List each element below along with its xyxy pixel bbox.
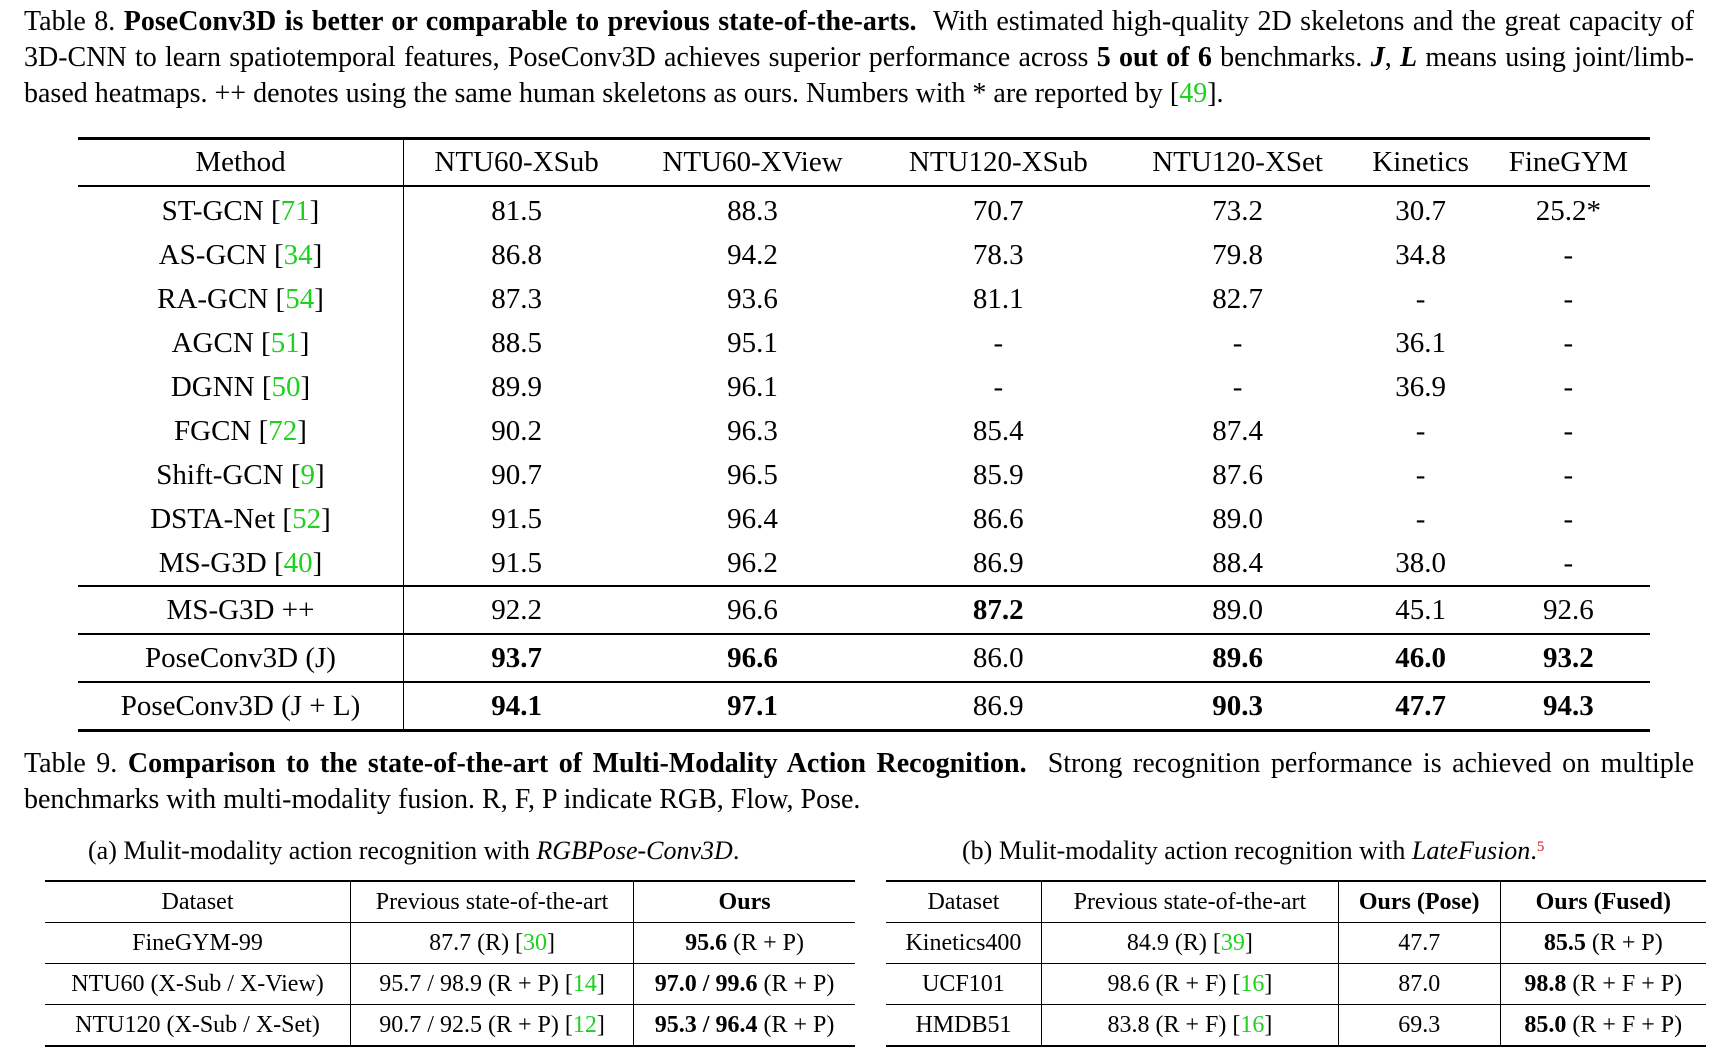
value-cell: 90.7 [491, 458, 542, 491]
table8-caption-text-2: benchmarks. [1220, 42, 1363, 73]
citation-link[interactable]: 14 [572, 970, 597, 997]
dataset-cell: NTU60 (X-Sub / X-View) [45, 964, 351, 1005]
table-row [78, 586, 1650, 634]
table-row [78, 409, 1650, 453]
value-cell: - [1415, 502, 1426, 535]
value-cell: 85.9 [972, 458, 1024, 491]
method-cell: Shift-GCN [9] [78, 453, 404, 497]
subtable-a-caption-italic: RGBPose-Conv3D [536, 836, 733, 865]
value-cell: 89.0 [1121, 586, 1355, 634]
value-cell: - [1415, 458, 1426, 491]
citation-link[interactable]: 40 [283, 546, 313, 579]
table8-caption-bold: 5 out of 6 [1096, 42, 1212, 73]
subtable-a-caption-suffix: . [732, 836, 740, 865]
value-cell: 90.2 [491, 414, 542, 447]
citation-link[interactable]: 72 [268, 414, 298, 447]
citation-link[interactable]: 34 [283, 238, 313, 271]
col-previous: Previous state-of-the-art [1041, 881, 1338, 923]
value-cell: 90.3 [1121, 682, 1355, 731]
value-cell: 88.5 [491, 326, 542, 359]
value-cell: - [1232, 326, 1243, 359]
fused-value: 98.8 [1524, 970, 1567, 997]
method-cell [78, 634, 404, 682]
citation-link[interactable]: 52 [292, 502, 322, 535]
method-cell: RA-GCN [54] [78, 277, 404, 321]
ours-value: 95.6 [685, 929, 728, 956]
value-cell: 30.7 [1395, 194, 1446, 227]
value-cell: 96.6 [629, 634, 876, 682]
col-header-1: NTU60-XSub [404, 139, 630, 187]
value-cell: 87.2 [876, 586, 1121, 634]
value-cell: 36.9 [1395, 370, 1446, 403]
table8-header-row [78, 139, 1650, 187]
ours-cell [634, 923, 855, 964]
table8-ours [78, 586, 1650, 731]
value-cell: 93.2 [1487, 634, 1650, 682]
table-row [78, 634, 1650, 682]
previous-sota-cell [1041, 1005, 1338, 1047]
value-cell: 92.6 [1487, 586, 1650, 634]
modality: (R + P) [757, 970, 835, 997]
value-cell: 86.0 [876, 634, 1121, 682]
subtable-b-caption-prefix: (b) Mulit-modality action recognition with [962, 836, 1406, 865]
table-row [78, 321, 1650, 365]
method-cell: AS-GCN [34] [78, 233, 404, 277]
previous-sota-cell [351, 1005, 634, 1047]
citation-link[interactable]: 39 [1220, 929, 1245, 956]
subtable-a-caption [88, 834, 739, 868]
value-cell: - [1563, 238, 1574, 271]
value-cell: 91.5 [491, 502, 542, 535]
value-cell: 47.7 [1354, 682, 1486, 731]
table8-caption-text-1: With estimated high-quality 2D skeletons and the great capacity of 3D-CNN to learn spatiotemporal features, PoseConv3D achieves superior performance across [24, 6, 1694, 73]
table9-label: Table 9. [24, 748, 118, 779]
ours-pose-cell: 87.0 [1338, 964, 1500, 1005]
col-ours-fused: Ours (Fused) [1500, 881, 1706, 923]
ours-fused-cell [1500, 1005, 1706, 1047]
ours-value: 95.3 / 96.4 [654, 1011, 758, 1038]
value-cell: - [993, 326, 1004, 359]
subtable-b-caption [962, 834, 1544, 868]
table8-caption-text-3: means using joint/limb-based heatmaps. ++ denotes using the same human skeletons as ours. Numbers with * are reported by [ [24, 42, 1694, 109]
value-cell: 78.3 [972, 238, 1024, 271]
table9-caption [24, 746, 1694, 818]
ours-pose-cell: 47.7 [1338, 923, 1500, 964]
value-cell: - [1563, 546, 1574, 579]
value-cell: - [1415, 414, 1426, 447]
previous-sota-cell [1041, 923, 1338, 964]
value-cell: 87.4 [1212, 414, 1263, 447]
method-cell [78, 586, 404, 634]
value-cell: 36.1 [1395, 326, 1446, 359]
col-dataset: Dataset [45, 881, 351, 923]
table-row [78, 186, 1650, 233]
method-cell [78, 682, 404, 731]
subtable-b-caption-italic: LateFusion [1411, 836, 1531, 865]
bracket: ] [1264, 1011, 1273, 1038]
method-name: DSTA-Net [150, 502, 276, 535]
method-name: Shift-GCN [156, 458, 284, 491]
value-cell: 81.5 [491, 194, 542, 227]
value-cell: 25.2* [1535, 194, 1601, 227]
dataset-cell: HMDB51 [886, 1005, 1041, 1047]
value-cell: 89.0 [1212, 502, 1263, 535]
table-row [78, 277, 1650, 321]
modality: (R + P) [727, 929, 804, 956]
ours-cell [634, 1005, 855, 1047]
value-cell: 96.1 [727, 370, 778, 403]
method-name: PoseConv3D (J + L) [120, 689, 361, 722]
bracket: ] [547, 929, 556, 956]
citation-link[interactable]: 12 [572, 1011, 597, 1038]
value-cell: 94.2 [727, 238, 778, 271]
value-cell: 96.3 [727, 414, 778, 447]
method-name: PoseConv3D (J) [145, 641, 336, 674]
value-cell: 81.1 [972, 282, 1024, 315]
method-name: AGCN [171, 326, 254, 359]
col-header-6: FineGYM [1487, 139, 1650, 187]
method-name: AS-GCN [158, 238, 267, 271]
value-cell: 93.6 [727, 282, 778, 315]
table-row [45, 923, 855, 964]
ours-pose-cell: 69.3 [1338, 1005, 1500, 1047]
citation-link[interactable]: 71 [280, 194, 310, 227]
value-cell: 92.2 [404, 586, 630, 634]
method-name: MS-G3D [158, 546, 267, 579]
col-dataset: Dataset [886, 881, 1041, 923]
previous-value: 83.8 (R + F) [ [1107, 1011, 1241, 1038]
table-row [78, 541, 1650, 586]
method-cell: ST-GCN [71] [78, 186, 404, 233]
method-name: FGCN [174, 414, 252, 447]
table8-label: Table 8. [24, 6, 116, 37]
dataset-cell: Kinetics400 [886, 923, 1041, 964]
table-row [78, 497, 1650, 541]
symbol-j: J [1370, 42, 1385, 73]
value-cell: 91.5 [491, 546, 542, 579]
citation-link[interactable]: 50 [271, 370, 301, 403]
bracket: ] [1264, 970, 1273, 997]
value-cell: 79.8 [1212, 238, 1263, 271]
table8-baselines [78, 186, 1650, 586]
subtable-b-caption-suffix: . [1530, 836, 1537, 865]
table8-caption: Table 8. PoseConv3D is better or comparable to previous state-of-the-arts. With estimated high-quality 2D skeletons and the great capacity of 3D-CNN to learn spatiotemporal features, PoseConv3D achieves superior performance across 5 out of 6 benchmarks. J, L means using joint/limb-based heatmaps. ++ denotes using the same human skeletons as ours. Numbers with * are reported by [49]. [24, 6, 1694, 109]
value-cell: 93.7 [404, 634, 630, 682]
subtable-b-header-row [886, 881, 1706, 923]
value-cell: 86.6 [972, 502, 1024, 535]
subtable-a-caption-prefix: (a) Mulit-modality action recognition with [88, 836, 530, 865]
dataset-cell: NTU120 (X-Sub / X-Set) [45, 1005, 351, 1047]
symbol-l: L [1400, 42, 1418, 73]
value-cell: 96.5 [727, 458, 778, 491]
subtable-b [886, 880, 1706, 1047]
col-header-4: NTU120-XSet [1121, 139, 1355, 187]
value-cell: - [1563, 458, 1574, 491]
citation-link[interactable]: 51 [270, 326, 300, 359]
value-cell: 94.3 [1487, 682, 1650, 731]
ours-fused-cell [1500, 923, 1706, 964]
value-cell: 96.4 [727, 502, 778, 535]
value-cell: 70.7 [972, 194, 1024, 227]
value-cell: - [1563, 370, 1574, 403]
value-cell: 96.6 [629, 586, 876, 634]
bracket: ] [596, 970, 605, 997]
value-cell: - [1415, 282, 1426, 315]
fused-value: 85.0 [1524, 1011, 1567, 1038]
value-cell: 82.7 [1212, 282, 1263, 315]
citation-link[interactable]: 49 [1179, 78, 1208, 109]
col-ours-pose: Ours (Pose) [1338, 881, 1500, 923]
value-cell: 94.1 [404, 682, 630, 731]
method-name: ST-GCN [161, 194, 264, 227]
value-cell: - [1563, 414, 1574, 447]
table8-caption-text-4: ]. [1207, 78, 1224, 109]
citation-link[interactable]: 30 [523, 929, 548, 956]
subtable-a [45, 880, 855, 1047]
value-cell: 86.9 [972, 546, 1024, 579]
value-cell: 38.0 [1395, 546, 1446, 579]
modality: (R + F + P) [1566, 1011, 1683, 1038]
value-cell: 85.4 [972, 414, 1024, 447]
subtable-a-header-row [45, 881, 855, 923]
dataset-cell: FineGYM-99 [45, 923, 351, 964]
citation-link[interactable]: 54 [285, 282, 315, 315]
value-cell: 87.3 [491, 282, 542, 315]
modality: (R + F + P) [1566, 970, 1683, 997]
ours-fused-cell [1500, 964, 1706, 1005]
value-cell: 86.8 [491, 238, 542, 271]
method-cell: DGNN [50] [78, 365, 404, 409]
table9-caption-text: Strong recognition performance is achieved on multiple benchmarks with multi-modality fusion. R, F, P indicate RGB, Flow, Pose. [24, 748, 1694, 815]
modality: (R + P) [757, 1011, 835, 1038]
citation-link[interactable]: 16 [1240, 1011, 1265, 1038]
value-cell: 86.9 [876, 682, 1121, 731]
citation-link[interactable]: 9 [300, 458, 316, 491]
col-previous: Previous state-of-the-art [351, 881, 634, 923]
table9-title: Comparison to the state-of-the-art of Multi-Modality Action Recognition. [127, 748, 1027, 779]
method-cell: DSTA-Net [52] [78, 497, 404, 541]
col-header-2: NTU60-XView [629, 139, 876, 187]
previous-sota-cell [1041, 964, 1338, 1005]
value-cell: 89.9 [491, 370, 542, 403]
value-cell: - [993, 370, 1004, 403]
table-row [886, 964, 1706, 1005]
value-cell: 88.4 [1212, 546, 1263, 579]
bracket: ] [1244, 929, 1253, 956]
table-row [45, 964, 855, 1005]
value-cell: 46.0 [1354, 634, 1486, 682]
table-row [886, 1005, 1706, 1047]
table8 [78, 137, 1650, 732]
table-row [78, 453, 1650, 497]
method-cell: MS-G3D [40] [78, 541, 404, 586]
value-cell: 89.6 [1121, 634, 1355, 682]
value-cell: 34.8 [1395, 238, 1446, 271]
previous-value: 90.7 / 92.5 (R + P) [ [379, 1011, 573, 1038]
table8-title: PoseConv3D is better or comparable to previous state-of-the-arts. [123, 6, 917, 37]
dataset-cell: UCF101 [886, 964, 1041, 1005]
previous-value: 87.7 (R) [ [429, 929, 524, 956]
previous-sota-cell [351, 964, 634, 1005]
value-cell: 87.6 [1212, 458, 1263, 491]
ours-cell [634, 964, 855, 1005]
col-header-0: Method [78, 139, 404, 187]
modality: (R + P) [1585, 929, 1663, 956]
previous-value: 84.9 (R) [ [1126, 929, 1221, 956]
previous-value: 95.7 / 98.9 (R + P) [ [379, 970, 573, 997]
value-cell: 95.1 [727, 326, 778, 359]
value-cell: - [1563, 326, 1574, 359]
value-cell: 96.2 [727, 546, 778, 579]
citation-link[interactable]: 16 [1240, 970, 1265, 997]
table-row [78, 233, 1650, 277]
col-header-3: NTU120-XSub [876, 139, 1121, 187]
value-cell: 97.1 [629, 682, 876, 731]
method-name: DGNN [170, 370, 255, 403]
table-row [78, 365, 1650, 409]
bracket: ] [596, 1011, 605, 1038]
value-cell: 88.3 [727, 194, 778, 227]
previous-value: 98.6 (R + F) [ [1107, 970, 1241, 997]
table-row [886, 923, 1706, 964]
value-cell: - [1232, 370, 1243, 403]
footnote-marker[interactable]: 5 [1536, 839, 1545, 855]
table-row [78, 682, 1650, 731]
value-cell: 45.1 [1354, 586, 1486, 634]
table-row [45, 1005, 855, 1047]
method-cell: AGCN [51] [78, 321, 404, 365]
previous-sota-cell [351, 923, 634, 964]
method-name: MS-G3D ++ [166, 593, 315, 626]
value-cell: - [1563, 502, 1574, 535]
col-ours: Ours [634, 881, 855, 923]
value-cell: 73.2 [1212, 194, 1263, 227]
method-cell: FGCN [72] [78, 409, 404, 453]
col-header-5: Kinetics [1354, 139, 1486, 187]
fused-value: 85.5 [1543, 929, 1586, 956]
ours-value: 97.0 / 99.6 [654, 970, 758, 997]
value-cell: - [1563, 282, 1574, 315]
method-name: RA-GCN [157, 282, 269, 315]
